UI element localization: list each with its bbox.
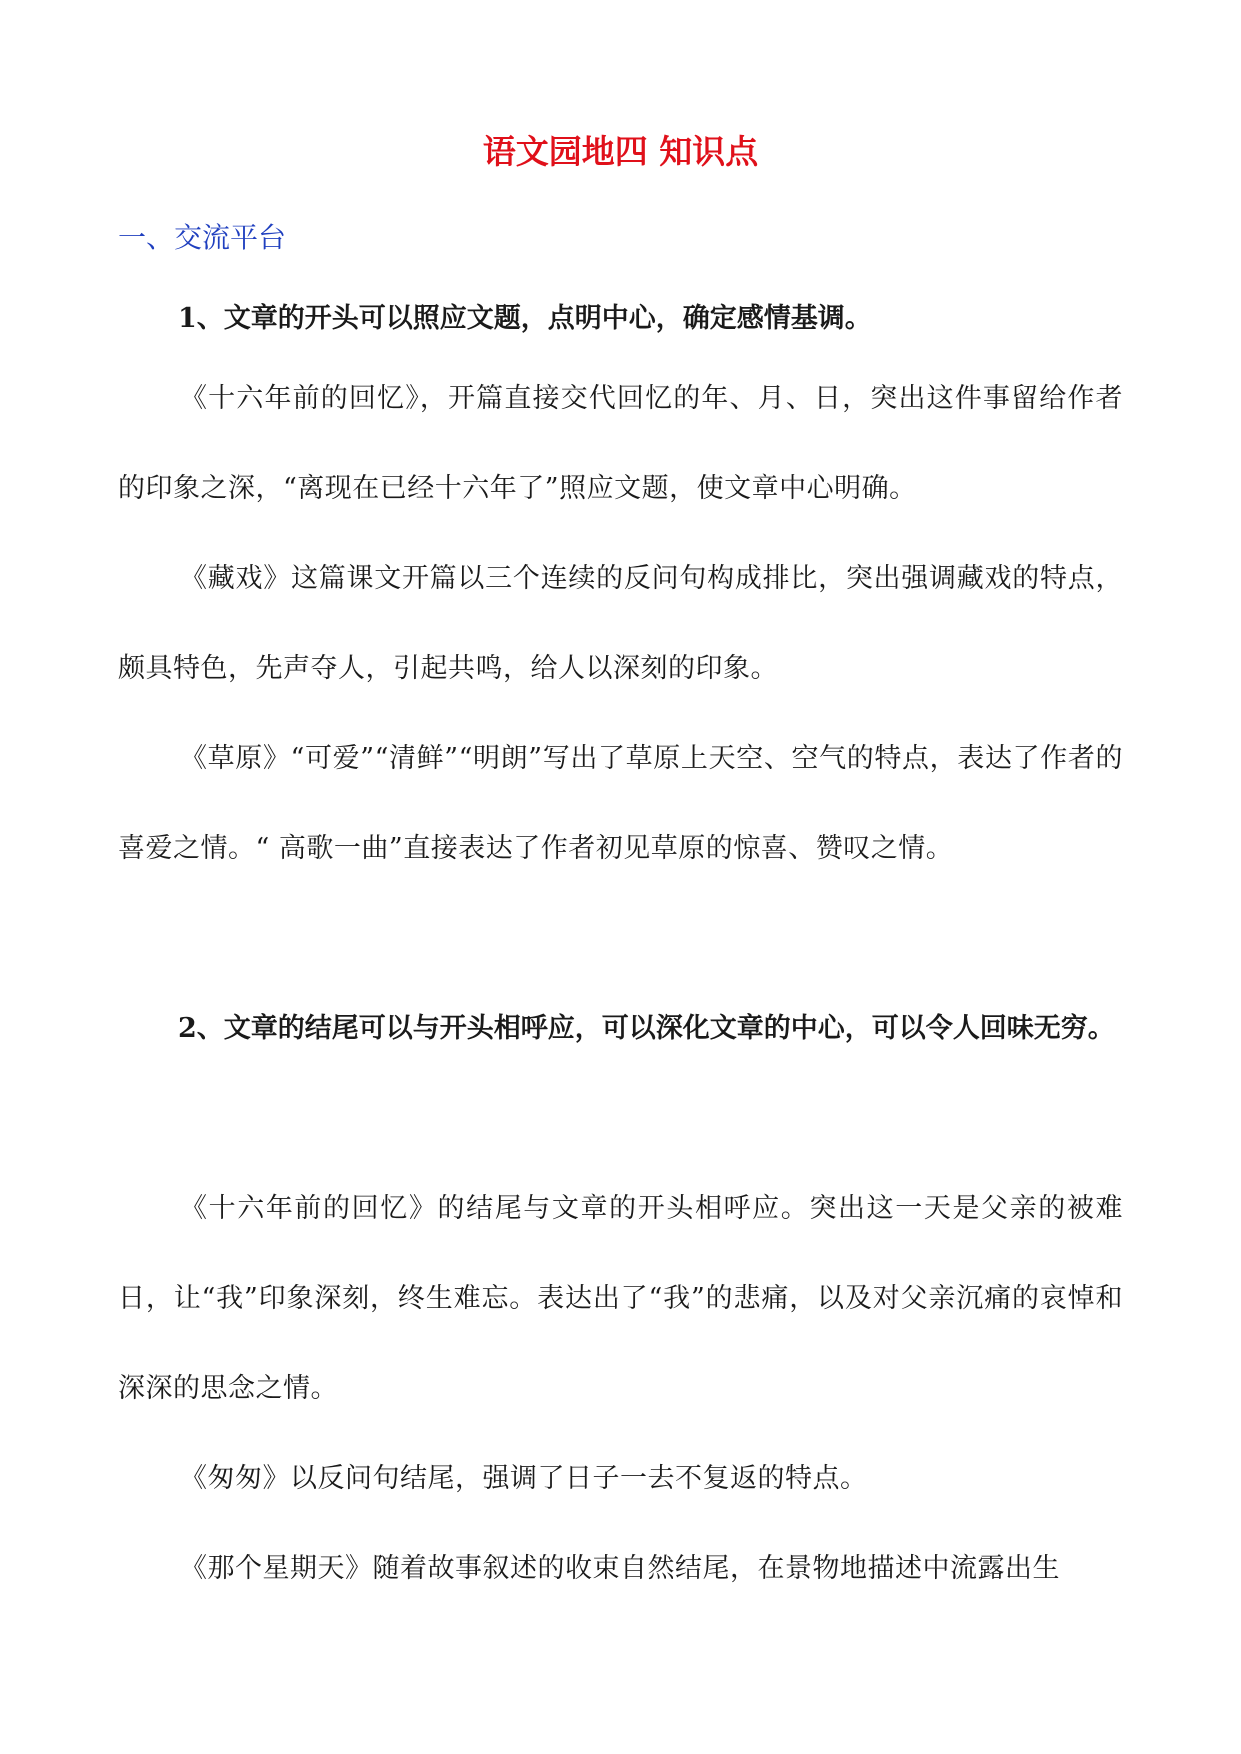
paragraph: 《草原》“可爱”“清鲜”“明朗”写出了草原上天空、空气的特点，表达了作者的喜爱之情。“ 高歌一曲”直接表达了作者初见草原的惊喜、赞叹之情。 <box>118 743 1123 864</box>
subhead-ending: 2、文章的结尾可以与开头相呼应，可以深化文章的中心，可以令人回味无穷。 <box>178 1013 1115 1044</box>
paragraph: 《十六年前的回忆》的结尾与文章的开头相呼应。突出这一天是父亲的被难日，让“我”印象深刻，终生难忘。表达出了“我”的悲痛，以及对父亲沉痛的哀悼和深深的思念之情。 <box>118 1193 1123 1404</box>
document-title: 语文园地四 知识点 <box>482 132 759 171</box>
paragraph: 《那个星期天》随着故事叙述的收束自然结尾，在景物地描述中流露出生 <box>180 1553 1060 1584</box>
paragraph: 《十六年前的回忆》，开篇直接交代回忆的年、月、日，突出这件事留给作者的印象之深，“离现在已经十六年了”照应文题，使文章中心明确。 <box>118 383 1123 504</box>
paragraph: 《藏戏》这篇课文开篇以三个连续的反问句构成排比，突出强调藏戏的特点，颇具特色，先声夺人，引起共鸣，给人以深刻的印象。 <box>118 563 1123 684</box>
subhead-opening: 1、文章的开头可以照应文题，点明中心，确定感情基调。 <box>178 303 872 334</box>
section-heading: 一、交流平台 <box>118 221 287 254</box>
paragraph: 《匆匆》以反问句结尾，强调了日子一去不复返的特点。 <box>180 1463 868 1494</box>
